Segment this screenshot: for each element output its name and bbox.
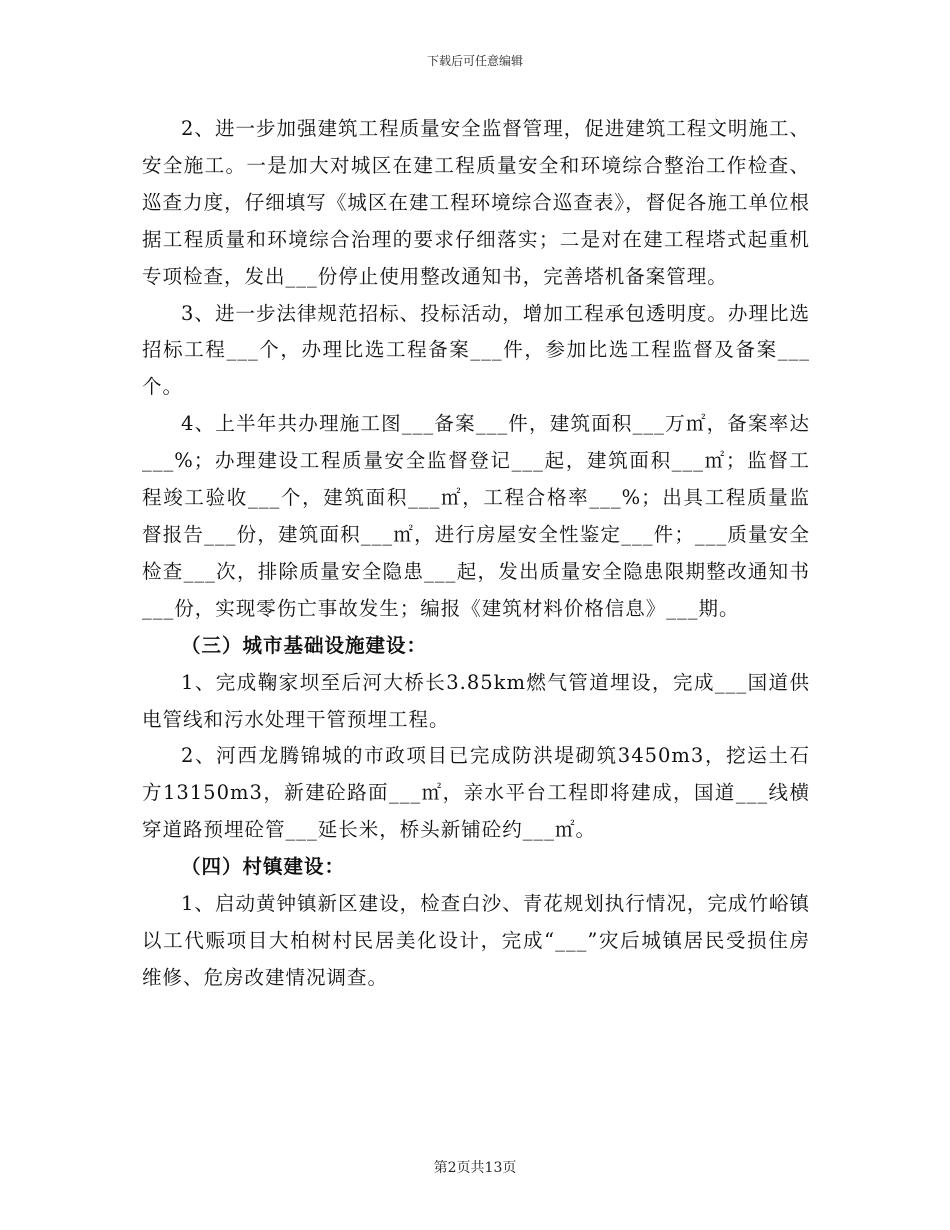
document-body [142, 111, 810, 997]
page-header: 下载后可任意编辑 [426, 54, 523, 68]
page-footer: 第2页共13页 [433, 1160, 517, 1176]
section3-paragraph-1: 1、完成鞠家坝至后河大桥长3.85km燃气管道埋设，完成___国道供电管线和污水处理干管预埋工程。 [142, 670, 810, 731]
section3-paragraph-2: 2、河西龙腾锦城的市政项目已完成防洪堤砌筑3450m3，挖运土石方13150m3，新建砼路面___㎡，亲水平台工程即将建成，国道___线横穿道路预埋砼管___延长米，桥头新铺砼约___㎡。 [142, 744, 810, 842]
paragraph-item-2: 2、进一步加强建筑工程质量安全监督管理，促进建筑工程文明施工、安全施工。一是加大对城区在建工程质量安全和环境综合整治工作检查、巡查力度，仔细填写《城区在建工程环境综合巡查表》，督促各施工单位根据工程质量和环境综合治理的要求仔细落实；二是对在建工程塔式起重机专项检查，发出___份停止使用整改通知书，完善塔机备案管理。 [142, 117, 810, 288]
section-heading-village-construction: （四）村镇建设： [181, 855, 346, 879]
paragraph-item-3: 3、进一步法律规范招标、投标活动，增加工程承包透明度。办理比选招标工程___个，办理比选工程备案___件，参加比选工程监督及备案___个。 [142, 301, 810, 399]
section-heading-urban-infrastructure: （三）城市基础设施建设： [181, 633, 428, 657]
paragraph-item-4: 4、上半年共办理施工图___备案___件，建筑面积___万㎡，备案率达___%；办理建设工程质量安全监督登记___起，建筑面积___㎡；监督工程竣工验收___个，建筑面积___㎡，工程合格率___%；出具工程质量监督报告___份，建筑面积___㎡，进行房屋安全性鉴定___件；___质量安全检查___次，排除质量安全隐患___起，发出质量安全隐患限期整改通知书___份，实现零伤亡事故发生；编报《建筑材料价格信息》___期。 [142, 412, 810, 620]
section4-paragraph-1: 1、启动黄钟镇新区建设，检查白沙、青花规划执行情况，完成竹峪镇以工代赈项目大柏树村民居美化设计，完成“___”灾后城镇居民受损住房维修、危房改建情况调查。 [142, 892, 810, 989]
